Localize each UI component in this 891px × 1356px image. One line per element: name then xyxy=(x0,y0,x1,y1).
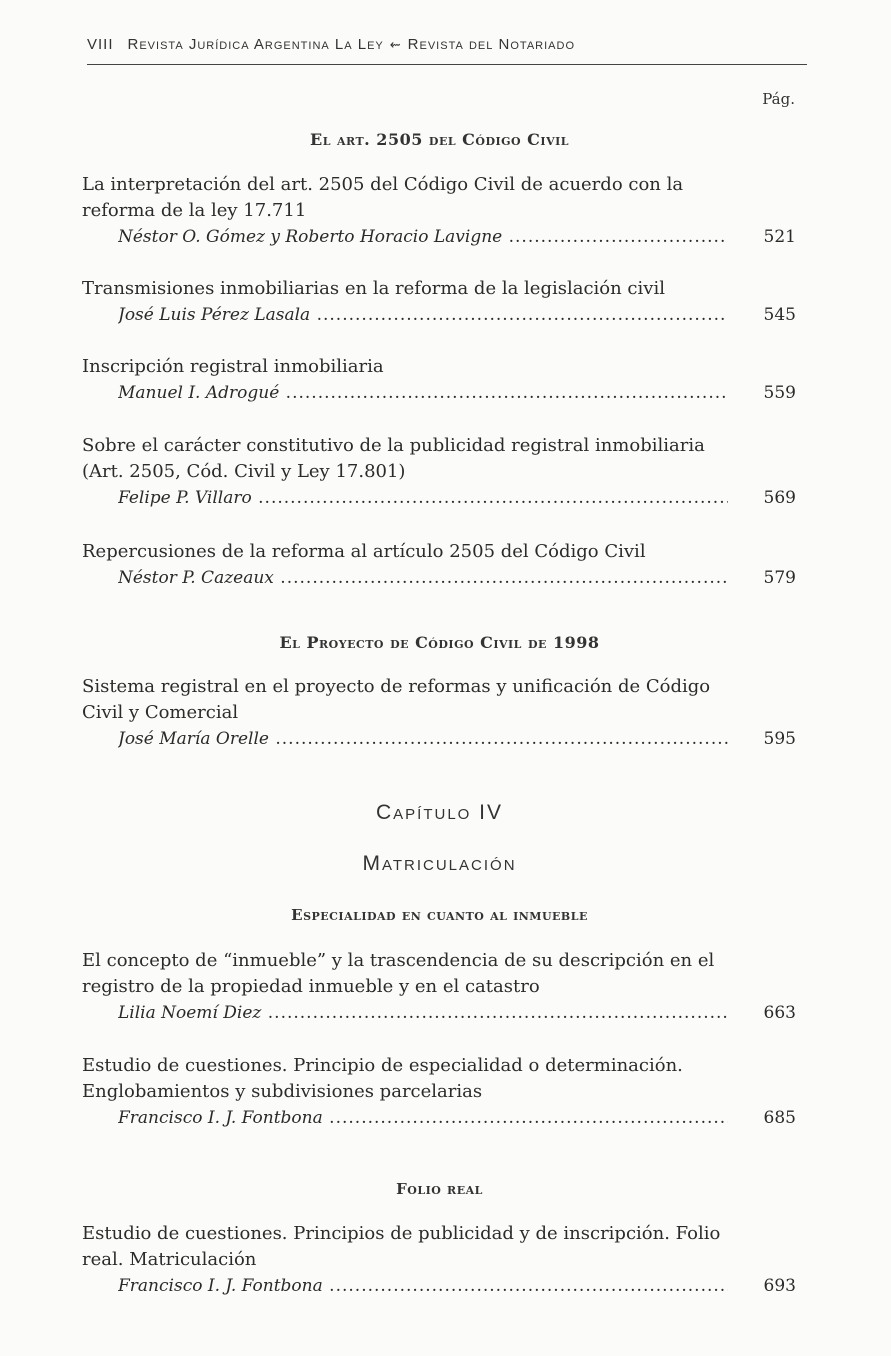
entry-page-number: 559 xyxy=(763,383,796,403)
entry-title: Estudio de cuestiones. Principios de publicidad y de inscripción. Folio real. Matriculación xyxy=(82,1223,721,1270)
section-heading: El art. 2505 del Código Civil xyxy=(310,130,569,149)
entry-page-number: 663 xyxy=(763,1003,796,1023)
entry-page-number: 685 xyxy=(763,1108,796,1128)
entry-author: José Luis Pérez Lasala ..... xyxy=(118,302,728,328)
toc-entry[interactable] xyxy=(82,433,796,513)
toc-entry[interactable] xyxy=(82,172,796,252)
entry-title: Repercusiones de la reforma al artículo 2505 del Código Civil xyxy=(82,541,646,562)
section-heading: Especialidad en cuanto al inmueble xyxy=(291,906,588,924)
header-journal-subtitle: Revista del Notariado xyxy=(407,36,576,53)
entry-title: El concepto de “inmueble” y la trascendencia de su descripción en el registro de la propiedad inmueble y en el catastro xyxy=(82,950,715,997)
ornament-icon: ⇜ xyxy=(389,37,402,52)
header-journal-title: Revista Jurídica Argentina La Ley xyxy=(127,36,384,53)
entry-page-number: 545 xyxy=(763,305,796,325)
entry-author: Lilia Noemí Diez ..... xyxy=(118,1000,728,1026)
entry-author: José María Orelle ..... xyxy=(118,726,728,752)
entry-title: Sistema registral en el proyecto de reformas y unificación de Código Civil y Comercial xyxy=(82,676,711,723)
entry-title: Inscripción registral inmobiliaria xyxy=(82,356,384,377)
toc-entry[interactable] xyxy=(82,674,796,754)
entry-title: Transmisiones inmobiliarias en la reforma de la legislación civil xyxy=(82,278,665,299)
entry-title: Estudio de cuestiones. Principio de especialidad o determinación. Englobamientos y subdivisiones parcelarias xyxy=(82,1055,683,1102)
entry-author: Francisco I. J. Fontbona ..... xyxy=(118,1105,728,1131)
entry-author: Néstor P. Cazeaux ..... xyxy=(118,565,728,591)
entry-author: Francisco I. J. Fontbona ..... xyxy=(118,1273,728,1299)
toc-entry[interactable] xyxy=(82,1053,796,1133)
entry-page-number: 595 xyxy=(763,729,796,749)
entry-page-number: 569 xyxy=(763,488,796,508)
page-column-label: Pág. xyxy=(762,90,795,108)
entry-author: Felipe P. Villaro ..... xyxy=(118,485,728,511)
toc-entry[interactable] xyxy=(82,539,796,593)
chapter-label: Capítulo IV xyxy=(375,801,504,824)
toc-entry[interactable] xyxy=(82,1221,796,1301)
entry-author: Manuel I. Adrogué ..... xyxy=(118,380,728,406)
header-page-number: VIII xyxy=(87,36,114,53)
entry-page-number: 579 xyxy=(763,568,796,588)
toc-entry[interactable] xyxy=(82,948,796,1028)
section-heading: Folio real xyxy=(396,1180,483,1198)
chapter-title: Matriculación xyxy=(362,852,517,875)
entry-author: Néstor O. Gómez y Roberto Horacio Lavigne ..... xyxy=(118,224,728,250)
entry-page-number: 521 xyxy=(763,227,796,247)
entry-page-number: 693 xyxy=(763,1276,796,1296)
running-header xyxy=(87,36,807,65)
toc-entry[interactable] xyxy=(82,354,796,408)
section-heading: El Proyecto de Código Civil de 1998 xyxy=(279,633,600,652)
entry-title: La interpretación del art. 2505 del Código Civil de acuerdo con la reforma de la ley 17.711 xyxy=(82,174,684,221)
toc-entry[interactable] xyxy=(82,276,796,330)
entry-title: Sobre el carácter constitutivo de la publicidad registral inmobiliaria (Art. 2505, Cód. Civil y Ley 17.801) xyxy=(82,435,705,482)
